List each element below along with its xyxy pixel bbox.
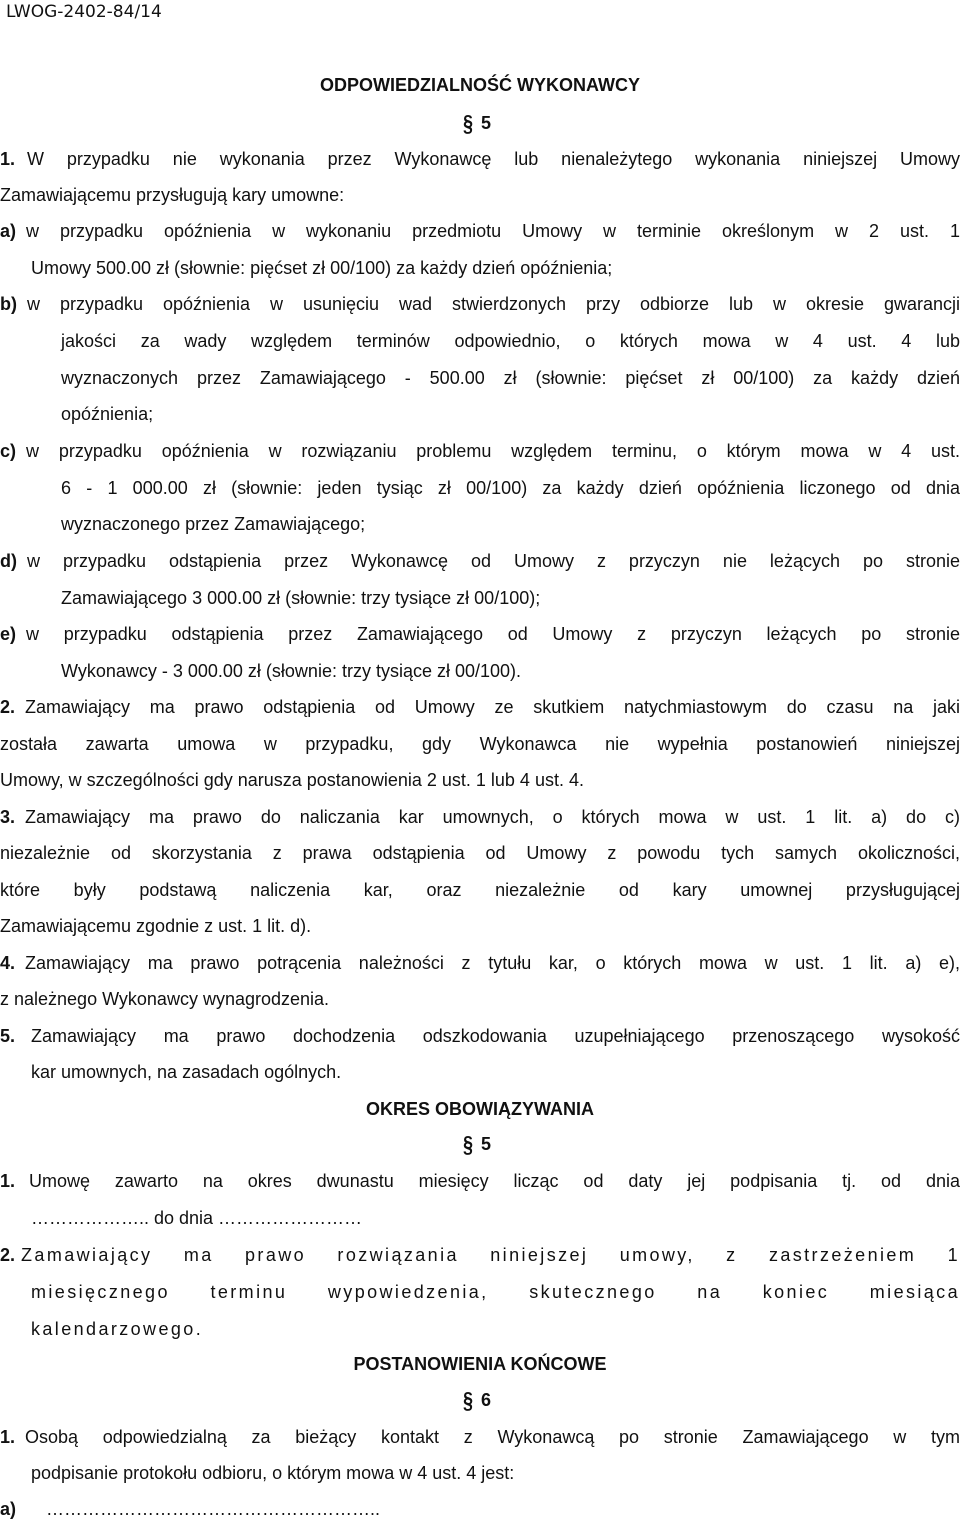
item-b-line-1: b) w przypadku opóźnienia w usunięciu wad stwierdzonych przy odbiorze lub w okresie gwarancji — [0, 294, 960, 314]
item-a-line-1: a) w przypadku opóźnienia w wykonaniu przedmiotu Umowy w terminie określonym w 2 ust. 1 — [0, 221, 960, 241]
item-d-line-1: d) w przypadku odstąpienia przez Wykonawcę od Umowy z przyczyn nie leżących po stronie — [0, 551, 960, 571]
item-b-line-2: jakości za wady względem terminów odpowiednio, o których mowa w 4 ust. 4 lub — [61, 331, 960, 351]
section-heading-final: POSTANOWIENIA KOŃCOWE — [353, 1354, 607, 1374]
item-c-line-3: wyznaczonego przez Zamawiającego; — [61, 514, 366, 534]
final-paragraph-1-line-1: 1. Osobą odpowiedzialną za bieżący kontakt z Wykonawcą po stronie Zamawiającego w tym — [0, 1427, 960, 1447]
item-c-line-1: c) w przypadku opóźnienia w rozwiązaniu problemu względem terminu, o którym mowa w 4 ust. — [0, 441, 960, 461]
paragraph-5-line-1: 5. Zamawiający ma prawo dochodzenia odszkodowania uzupełniającego przenoszącego wysokość — [0, 1026, 960, 1046]
section-heading-term: OKRES OBOWIĄZYWANIA — [366, 1099, 594, 1119]
paragraph-4-line-2: z należnego Wykonawcy wynagrodzenia. — [0, 989, 330, 1009]
item-e-line-2: Wykonawcy - 3 000.00 zł (słownie: trzy tysiące zł 00/100). — [61, 661, 522, 681]
item-b-line-3: wyznaczonych przez Zamawiającego - 500.00 zł (słownie: pięćset zł 00/100) za każdy dzień — [61, 368, 960, 388]
section-number-final: § 6 — [463, 1387, 492, 1413]
paragraph-1-line-1: 1. W przypadku nie wykonania przez Wykonawcę lub nienależytego wykonania niniejszej Umowy — [0, 149, 960, 169]
section-sign-icon: § — [463, 1131, 474, 1157]
final-paragraph-1-line-2: podpisanie protokołu odbioru, o którym mowa w 4 ust. 4 jest: — [31, 1463, 515, 1483]
final-item-a: a) ……………………………………………….. — [0, 1499, 381, 1519]
item-a-line-2: Umowy 500.00 zł (słownie: pięćset zł 00/100) za każdy dzień opóźnienia; — [31, 258, 613, 278]
paragraph-2-line-1: 2. Zamawiający ma prawo odstąpienia od Umowy ze skutkiem natychmiastowym do czasu na jaki — [0, 697, 960, 717]
paragraph-3-line-2: niezależnie od skorzystania z prawa odstąpienia od Umowy z powodu tych samych okoliczności, — [0, 843, 960, 863]
paragraph-3-line-4: Zamawiającemu zgodnie z ust. 1 lit. d). — [0, 916, 312, 936]
term-paragraph-2-line-3: kalendarzowego. — [31, 1319, 204, 1339]
term-paragraph-1-line-2: ……………….. do dnia …………………… — [31, 1208, 363, 1228]
document-id: LWOG-2402-84/14 — [6, 2, 162, 22]
paragraph-5-line-2: kar umownych, na zasadach ogólnych. — [31, 1062, 342, 1082]
paragraph-2-line-2: została zawarta umowa w przypadku, gdy Wykonawca nie wypełnia postanowień niniejszej — [0, 734, 960, 754]
paragraph-4-line-1: 4. Zamawiający ma prawo potrącenia należności z tytułu kar, o których mowa w ust. 1 lit. a) e), — [0, 953, 960, 973]
paragraph-2-line-3: Umowy, w szczególności gdy narusza postanowienia 2 ust. 1 lub 4 ust. 4. — [0, 770, 584, 790]
section-number-term: § 5 — [463, 1131, 492, 1157]
item-d-line-2: Zamawiającego 3 000.00 zł (słownie: trzy tysiące zł 00/100); — [61, 588, 541, 608]
term-paragraph-2-line-1: 2. Zamawiający ma prawo rozwiązania niniejszej umowy, z zastrzeżeniem 1 — [0, 1245, 960, 1265]
paragraph-3-line-1: 3. Zamawiający ma prawo do naliczania kar umownych, o których mowa w ust. 1 lit. a) do c) — [0, 807, 960, 827]
term-paragraph-1-line-1: 1. Umowę zawarto na okres dwunastu miesięcy licząc od daty jej podpisania tj. od dnia — [0, 1171, 960, 1191]
section-heading-liability: ODPOWIEDZIALNOŚĆ WYKONAWCY — [320, 75, 640, 95]
paragraph-3-line-3: które były podstawą naliczenia kar, oraz niezależnie od kary umownej przysługującej — [0, 880, 960, 900]
section-sign-icon: § — [463, 110, 474, 136]
section-number-liability: § 5 — [463, 110, 492, 136]
item-b-line-4: opóźnienia; — [61, 404, 154, 424]
paragraph-1-line-2: Zamawiającemu przysługują kary umowne: — [0, 185, 345, 205]
item-c-line-2: 6 - 1 000.00 zł (słownie: jeden tysiąc zł 00/100) za każdy dzień opóźnienia liczonego od dnia — [61, 478, 960, 498]
item-e-line-1: e) w przypadku odstąpienia przez Zamawiającego od Umowy z przyczyn leżących po stronie — [0, 624, 960, 644]
term-paragraph-2-line-2: miesięcznego terminu wypowiedzenia, skutecznego na koniec miesiąca — [31, 1282, 960, 1302]
section-sign-icon: § — [463, 1387, 474, 1413]
